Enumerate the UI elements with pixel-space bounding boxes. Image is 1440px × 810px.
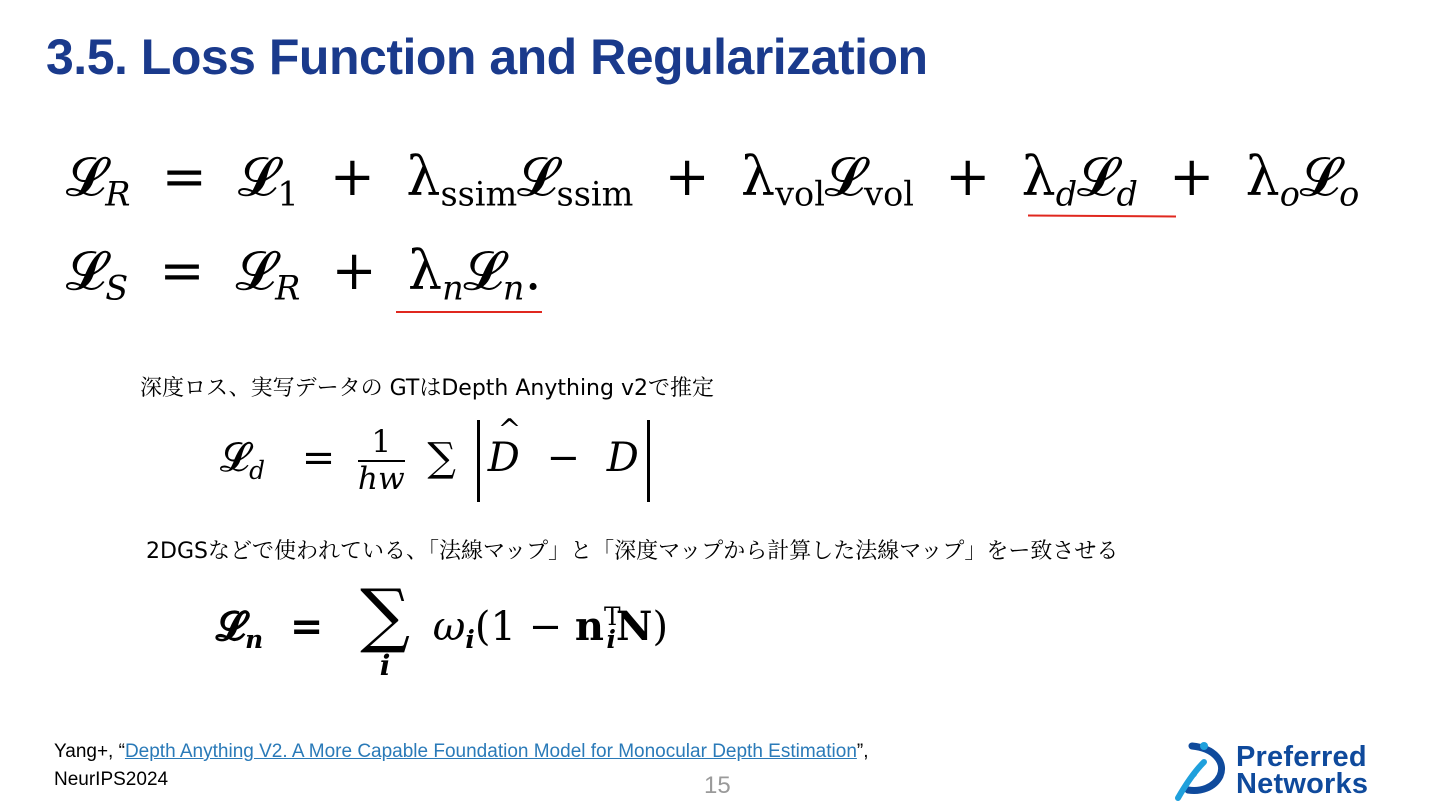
math-paren-close: ) — [652, 604, 669, 650]
math-operator: + — [1169, 145, 1215, 208]
math-paren-expr: (1 − — [474, 604, 575, 650]
logo-mark-icon — [1170, 740, 1232, 802]
page-number: 15 — [704, 772, 731, 799]
math-lambda: λ — [406, 145, 441, 208]
abs-bar-right — [647, 420, 650, 502]
math-symbol: 𝓛 — [1299, 145, 1340, 208]
math-operator: = — [301, 435, 336, 481]
math-omega: ω — [432, 604, 466, 650]
math-subscript: S — [105, 268, 129, 308]
math-lambda: λ — [1021, 145, 1056, 208]
company-logo — [1170, 740, 1420, 802]
math-symbol: 𝓛 — [220, 435, 250, 481]
math-fraction — [357, 423, 405, 497]
math-D-hat: ^ D — [488, 438, 520, 478]
equation-normal-loss — [216, 574, 669, 690]
math-D: D — [606, 435, 639, 481]
logo-wordmark — [1236, 741, 1369, 800]
math-subscript: ssim — [440, 174, 518, 214]
math-subscript: o — [1339, 174, 1360, 214]
math-symbol: 𝓛 — [824, 145, 865, 208]
math-sum: ∑ — [427, 435, 456, 481]
math-operator: = — [161, 145, 207, 208]
math-sum: ∑ — [360, 574, 411, 656]
math-n-vector: n — [574, 603, 604, 650]
math-symbol: 𝓛 — [463, 239, 503, 302]
math-operator: = — [289, 603, 324, 650]
math-operator: + — [945, 145, 991, 208]
math-subscript: o — [1279, 174, 1300, 214]
math-subscript: i — [606, 624, 616, 654]
citation-venue: NeurIPS2024 — [54, 769, 169, 790]
math-subscript: vol — [775, 174, 825, 214]
math-subscript: d — [1055, 174, 1078, 214]
math-subscript: R — [105, 174, 131, 214]
math-symbol: 𝓛 — [216, 603, 246, 650]
math-symbol: 𝓛 — [66, 145, 106, 208]
math-N-vector: N — [615, 603, 653, 650]
math-operator: − — [546, 435, 581, 481]
logo-line-1: Preferred — [1236, 741, 1367, 773]
math-subscript: ssim — [556, 174, 634, 214]
citation-suffix: ”, — [856, 741, 869, 762]
math-operator: + — [664, 145, 710, 208]
equation-total-loss-R — [66, 145, 1360, 214]
citation — [54, 738, 869, 794]
math-lambda: λ — [1245, 145, 1280, 208]
equation-depth-loss — [220, 420, 658, 502]
citation-prefix: Yang+, “ — [54, 741, 125, 762]
red-underline-depth-term — [1028, 214, 1176, 217]
depth-loss-note: 深度ロス、実写データの GTはDepth Anything v2で推定 — [140, 376, 714, 401]
math-operator: + — [331, 239, 377, 302]
math-symbol: 𝓛 — [235, 239, 276, 302]
normal-loss-note: 2DGSなどで使われている、「法線マップ」と「深度マップから計算した法線マップ」をー致させる — [146, 539, 1119, 564]
math-symbol: 𝓛 — [517, 145, 557, 208]
math-subscript: n — [502, 268, 525, 308]
math-subscript: 1 — [277, 174, 299, 214]
math-superscript: T — [603, 602, 621, 632]
sum-index: i — [379, 649, 391, 682]
math-subscript: R — [275, 268, 301, 308]
math-symbol: 𝓛 — [238, 145, 278, 208]
logo-line-2: Networks — [1236, 768, 1369, 800]
equation-total-loss-S — [66, 239, 542, 308]
math-operator: = — [159, 239, 205, 302]
math-period: . — [524, 239, 542, 302]
fraction-denominator: hw — [357, 461, 405, 497]
math-subscript: d — [1116, 174, 1138, 214]
abs-bar-left — [477, 420, 480, 502]
red-underline-normal-term — [396, 311, 542, 313]
citation-link[interactable]: Depth Anything V2. A More Capable Foundation Model for Monocular Depth Estimation — [124, 741, 857, 762]
math-subscript: vol — [864, 174, 914, 214]
fraction-numerator: 1 — [358, 427, 405, 462]
math-lambda: λ — [740, 145, 776, 208]
slide-title: 3.5. Loss Function and Regularization — [46, 29, 928, 85]
math-symbol: 𝓛 — [1077, 145, 1117, 208]
math-subscript: i — [465, 624, 475, 654]
math-symbol: 𝓛 — [66, 239, 106, 302]
math-subscript: n — [245, 624, 264, 654]
math-subscript: n — [442, 268, 464, 308]
math-subscript: d — [249, 455, 265, 485]
math-sum-block — [350, 574, 420, 682]
math-lambda: λ — [407, 239, 443, 302]
math-operator: + — [329, 145, 376, 208]
